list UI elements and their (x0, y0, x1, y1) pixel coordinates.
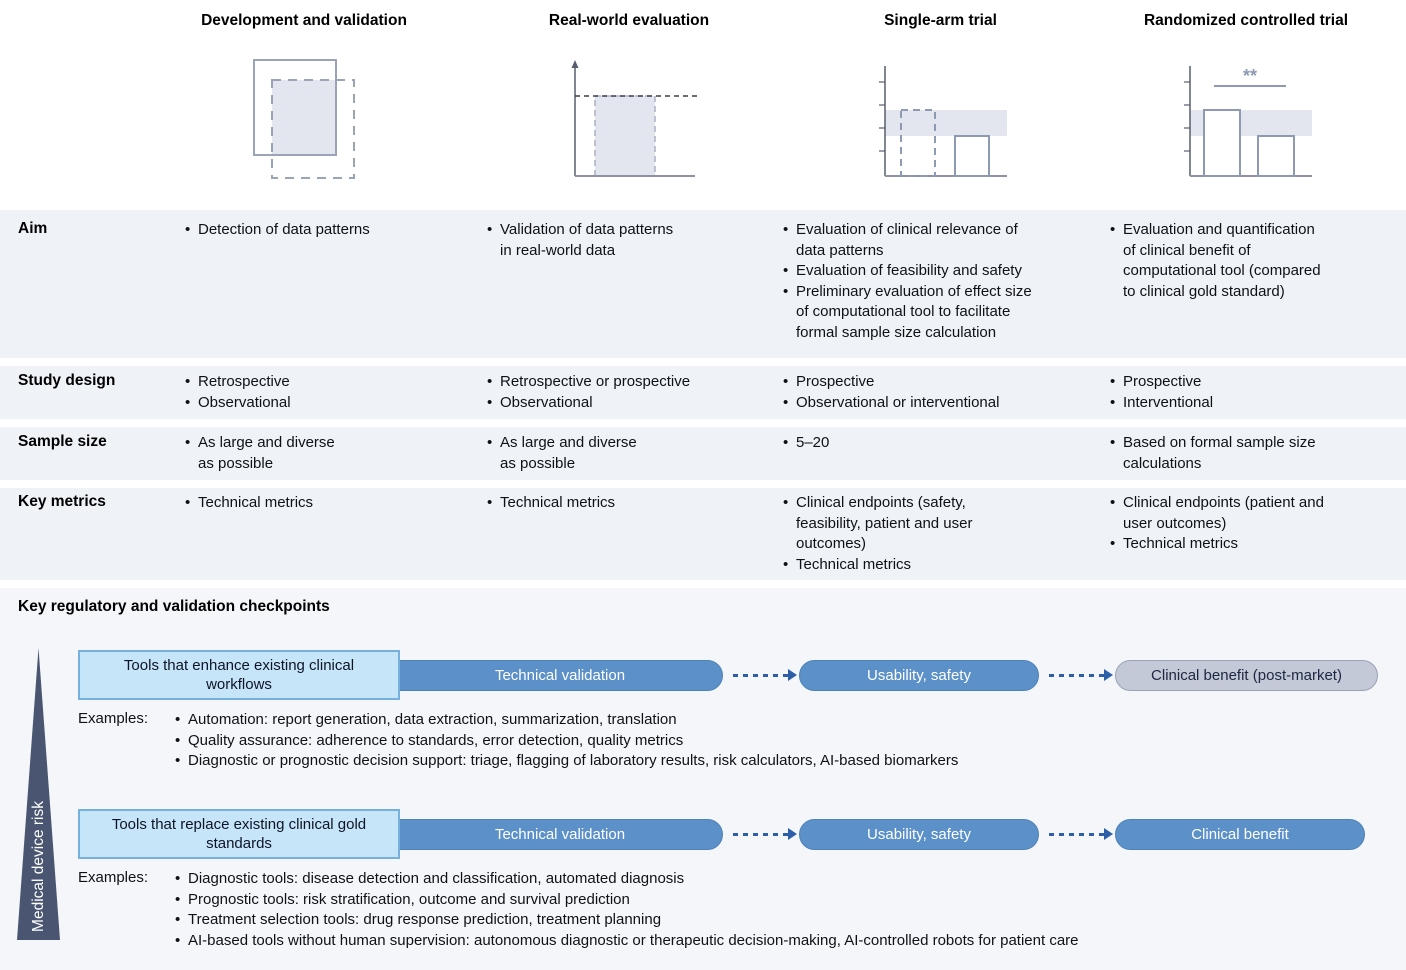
cell-bullet: • Evaluation of feasibility and safety (783, 261, 1094, 282)
column-title: Development and validation (201, 12, 407, 29)
cell-bullet: • Evaluation and quantification of clinical benefit of computational tool (compared to clinical gold standard) (1110, 220, 1325, 302)
real-world-bar-icon (481, 58, 777, 184)
row-label: Aim (18, 220, 48, 237)
cell-bullet: • Technical metrics (1110, 534, 1366, 555)
cell-bullet: • 5–20 (783, 433, 1094, 454)
cell-bullet: • Clinical endpoints (patient and user outcomes) (1110, 493, 1335, 534)
column-development-validation (153, 12, 455, 210)
rct-bars-icon (1110, 58, 1382, 184)
cell-bullet: • Interventional (1110, 393, 1366, 414)
cell-bullet: • Observational (487, 393, 767, 414)
table-row-key-metrics (0, 488, 1406, 580)
stage-clinical-benefit: Clinical benefit (1115, 819, 1365, 850)
column-title: Randomized controlled trial (1143, 12, 1349, 29)
cell-bullet: • Evaluation of clinical relevance of data patterns (783, 220, 1028, 261)
examples-label: Examples: (78, 869, 149, 887)
cell-bullet: • Observational or interventional (783, 393, 1094, 414)
cell-bullet: • Based on formal sample size calculations (1110, 433, 1320, 474)
example-item: • Treatment selection tools: drug response prediction, treatment planning (175, 910, 1079, 931)
column-randomized-controlled-trial (1110, 12, 1382, 210)
table-row-study-design (0, 366, 1406, 419)
stage-technical-validation: Technical validation (397, 819, 723, 850)
column-title: Real-world evaluation (548, 12, 710, 29)
cell-bullet: • Observational (185, 393, 471, 414)
cell-bullet: • Detection of data patterns (185, 220, 471, 241)
column-title: Single-arm trial (884, 12, 997, 29)
cell-bullet: • Prospective (1110, 372, 1366, 393)
dashed-arrow-icon (1049, 674, 1105, 677)
cell-bullet: • Clinical endpoints (safety, feasibility, patient and user outcomes) (783, 493, 978, 555)
dashed-arrow-icon (733, 833, 789, 836)
workflow-row-enhance (78, 650, 1388, 700)
category-box: Tools that enhance existing clinical workflows (78, 650, 400, 700)
column-single-arm-trial (777, 12, 1104, 210)
examples-block (78, 710, 1388, 772)
column-real-world-evaluation (481, 12, 777, 210)
examples-block (78, 869, 1388, 951)
cell-bullet: • As large and diverse as possible (185, 433, 335, 474)
category-box: Tools that replace existing clinical gold standards (78, 809, 400, 859)
cell-bullet: • Technical metrics (783, 555, 1094, 576)
single-arm-bar-icon (777, 58, 1104, 184)
examples-label: Examples: (78, 710, 149, 728)
example-item: • Automation: report generation, data extraction, summarization, translation (175, 710, 958, 731)
example-item: • Quality assurance: adherence to standards, error detection, quality metrics (175, 731, 958, 752)
example-item: • AI-based tools without human supervision: autonomous diagnostic or therapeutic decision-making, AI-controlled robots for patient care (175, 931, 1079, 952)
dashed-arrow-icon (733, 674, 789, 677)
significance-stars: ** (1242, 66, 1258, 86)
cell-bullet: • Technical metrics (185, 493, 471, 514)
stage-usability-safety: Usability, safety (799, 660, 1039, 691)
table-row-aim (0, 210, 1406, 358)
cell-bullet: • Prospective (783, 372, 1094, 393)
cell-bullet: • Preliminary evaluation of effect size of computational tool to facilitate formal sample size calculation (783, 282, 1045, 344)
example-item: • Diagnostic tools: disease detection and classification, automated diagnosis (175, 869, 1079, 890)
risk-axis-label: Medical device risk (29, 801, 47, 933)
table-row-sample-size (0, 427, 1406, 480)
cell-bullet: • Validation of data patterns in real-world data (487, 220, 687, 261)
cell-bullet: • As large and diverse as possible (487, 433, 637, 474)
example-item: • Diagnostic or prognostic decision support: triage, flagging of laboratory results, risk calculators, AI-based biomarkers (175, 751, 958, 772)
cell-bullet: • Retrospective (185, 372, 471, 393)
overlapping-datasets-icon (153, 58, 455, 184)
example-item: • Prognostic tools: risk stratification, outcome and survival prediction (175, 890, 1079, 911)
row-label: Key metrics (18, 493, 106, 511)
row-label: Study design (18, 372, 116, 389)
cell-bullet: • Retrospective or prospective (487, 372, 767, 393)
workflow-row-replace (78, 809, 1388, 859)
row-label: Sample size (18, 433, 107, 451)
dashed-arrow-icon (1049, 833, 1105, 836)
cell-bullet: • Technical metrics (487, 493, 767, 514)
stage-clinical-benefit-post-market: Clinical benefit (post-market) (1115, 660, 1378, 691)
stage-usability-safety: Usability, safety (799, 819, 1039, 850)
checkpoints-heading: Key regulatory and validation checkpoints (18, 598, 330, 616)
stage-technical-validation: Technical validation (397, 660, 723, 691)
checkpoints-panel (0, 588, 1406, 970)
column-headers (0, 0, 1406, 210)
medical-device-risk-axis (15, 648, 62, 940)
